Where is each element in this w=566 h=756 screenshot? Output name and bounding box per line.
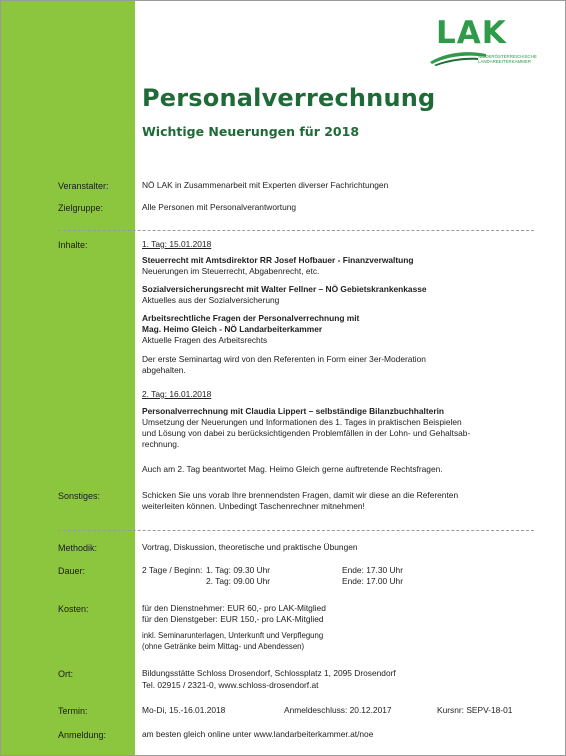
- label-anmeldung: Anmeldung:: [58, 730, 107, 740]
- topic3-title-line1: Arbeitsrechtliche Fragen der Personalverrechnung mit: [142, 313, 360, 323]
- kosten-line3: inkl. Seminarunterlagen, Unterkunft und Verpflegung: [142, 631, 324, 640]
- dauer-day2-start: 2. Tag: 09.00 Uhr: [206, 576, 271, 586]
- day2-heading: 2. Tag: 16.01.2018: [142, 389, 212, 399]
- lak-logo: [428, 15, 537, 66]
- topic2-desc: Aktuelles aus der Sozialversicherung: [142, 295, 280, 305]
- label-termin: Termin:: [58, 706, 88, 716]
- divider: [58, 230, 534, 231]
- topic3-desc: Aktuelle Fragen des Arbeitsrechts: [142, 335, 268, 345]
- day2-note: Auch am 2. Tag beantwortet Mag. Heimo Gleich gerne auftretende Rechtsfragen.: [142, 464, 443, 474]
- logo-wordmark: LAK: [436, 15, 507, 51]
- label-kosten: Kosten:: [58, 604, 89, 614]
- kosten-line1: für den Dienstnehmer: EUR 60,- pro LAK-Mitglied: [142, 603, 326, 613]
- termin-kursnr: Kursnr: SEPV-18-01: [437, 705, 513, 715]
- methodik-value: Vortrag, Diskussion, theoretische und praktische Übungen: [142, 542, 358, 552]
- day1-note-line2: abgehalten.: [142, 365, 186, 375]
- termin-value: Mo-Di, 15.-16.01.2018: [142, 705, 226, 715]
- dauer-day1-end: Ende: 17.30 Uhr: [342, 565, 403, 575]
- green-sidebar-bar: [1, 1, 135, 755]
- topic3-title-line2: Mag. Heimo Gleich - NÖ Landarbeiterkammer: [142, 324, 323, 334]
- kosten-line2: für den Dienstgeber: EUR 150,- pro LAK-Mitglied: [142, 614, 324, 624]
- topic4-title: Personalverrechnung mit Claudia Lippert – selbständige Bilanzbuchhalterin: [142, 406, 445, 416]
- label-veranstalter: Veranstalter:: [58, 181, 109, 191]
- ort-line2: Tel. 02915 / 2321-0, www.schloss-drosendorf.at: [142, 680, 319, 690]
- page-subtitle: Wichtige Neuerungen für 2018: [142, 124, 360, 139]
- label-ort: Ort:: [58, 669, 73, 679]
- label-sonstiges: Sonstiges:: [58, 491, 101, 501]
- sonstiges-line2: weiterleiten können. Unbedingt Taschenrechner mitnehmen!: [142, 501, 365, 511]
- day1-note-line1: Der erste Seminartag wird von den Referenten in Form einer 3er-Moderation: [142, 354, 426, 364]
- topic1-title: Steuerrecht mit Amtsdirektor RR Josef Hofbauer - Finanzverwaltung: [142, 255, 414, 265]
- topic4-desc-line2: und Lösung von dabei zu berücksichtigenden Problemfällen in der Lohn- und Gehaltsab-: [142, 428, 471, 438]
- topic4-desc-line1: Umsetzung der Neuerungen und Informationen des 1. Tages in praktischen Beispielen: [142, 417, 462, 427]
- logo-subtitle: NIEDERÖSTERREICHISCHE LANDARBEITERKAMMER: [478, 54, 537, 65]
- dauer-day2-end: Ende: 17.00 Uhr: [342, 576, 403, 586]
- topic4-desc-line3: rechnung.: [142, 439, 180, 449]
- sonstiges-line1: Schicken Sie uns vorab Ihre brennendsten Fragen, damit wir diese an die Referenten: [142, 490, 459, 500]
- dauer-prefix: 2 Tage / Beginn:: [142, 565, 203, 575]
- termin-anmeldeschluss: Anmeldeschluss: 20.12.2017: [284, 705, 392, 715]
- ort-line1: Bildungsstätte Schloss Drosendorf, Schlossplatz 1, 2095 Drosendorf: [142, 668, 396, 678]
- label-zielgruppe: Zielgruppe:: [58, 203, 104, 213]
- anmeldung-value: am besten gleich online unter www.landarbeiterkammer.at/noe: [142, 729, 374, 739]
- page-title: Personalverrechnung: [142, 84, 436, 112]
- kosten-line4: (ohne Getränke beim Mittag- und Abendessen): [142, 642, 305, 651]
- veranstalter-value: NÖ LAK in Zusammenarbeit mit Experten diverser Fachrichtungen: [142, 180, 389, 190]
- topic2-title: Sozialversicherungsrecht mit Walter Fellner – NÖ Gebietskrankenkasse: [142, 284, 427, 294]
- label-methodik: Methodik:: [58, 543, 98, 553]
- label-inhalte: Inhalte:: [58, 240, 88, 250]
- topic1-desc: Neuerungen im Steuerrecht, Abgabenrecht, etc.: [142, 266, 320, 276]
- day1-heading: 1. Tag: 15.01.2018: [142, 239, 212, 249]
- dauer-day1-start: 1. Tag: 09.30 Uhr: [206, 565, 271, 575]
- label-dauer: Dauer:: [58, 566, 86, 576]
- divider: [58, 530, 534, 531]
- zielgruppe-value: Alle Personen mit Personalverantwortung: [142, 202, 297, 212]
